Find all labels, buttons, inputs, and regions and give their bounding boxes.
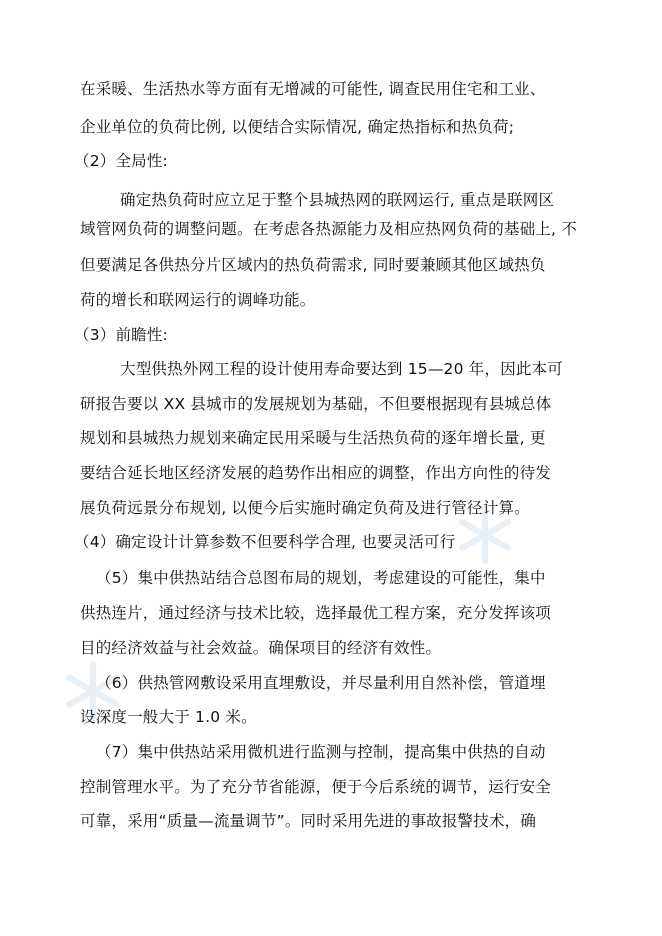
text-line: 在采暖、生活热水等方面有无增减的可能性, 调查民用住宅和工业、 xyxy=(80,80,546,98)
text-line: （6）供热管网敷设采用直埋敷设，并尽量利用自然补偿，管道埋 xyxy=(96,674,546,692)
text-line: （3）前瞻性: xyxy=(74,326,168,344)
text-line: （7）集中供热站采用微机进行监测与控制，提高集中供热的自动 xyxy=(96,743,546,761)
text-line: 供热连片，通过经济与技术比较，选择最优工程方案，充分发挥该项 xyxy=(80,604,552,622)
text-line: （4）确定设计计算参数不但要科学合理, 也要灵活可行 xyxy=(74,533,456,551)
text-line: 控制管理水平。为了充分节省能源，便于今后系统的调节，运行安全 xyxy=(80,778,552,796)
text-line: 但要满足各供热分片区域内的热负荷需求, 同时要兼顾其他区域热负 xyxy=(80,256,546,274)
text-line: 确定热负荷时应立足于整个县城热网的联网运行, 重点是联网区 xyxy=(120,191,555,209)
text-line: 目的经济效益与社会效益。确保项目的经济有效性。 xyxy=(80,639,442,657)
text-line: 域管网负荷的调整问题。在考虑各热源能力及相应热网负荷的基础上, 不 xyxy=(80,220,577,238)
text-line: 研报告要以 XX 县城市的发展规划为基础，不但要根据现有县城总体 xyxy=(80,395,552,413)
text-line: 荷的增长和联网运行的调峰功能。 xyxy=(80,291,316,309)
text-line: 规划和县城热力规划来确定民用采暖与生活热负荷的逐年增长量, 更 xyxy=(80,429,546,447)
text-line: 展负荷远景分布规划, 以便今后实施时确定负荷及进行管径计算。 xyxy=(80,499,530,517)
text-line: 设深度一般大于 1.0 米。 xyxy=(80,708,257,726)
text-line: 大型供热外网工程的设计使用寿命要达到 15—20 年，因此本可 xyxy=(120,360,564,378)
text-line: 要结合延长地区经济发展的趋势作出相应的调整，作出方向性的待发 xyxy=(80,464,552,482)
text-line: （2）全局性: xyxy=(74,152,168,170)
text-line: 可靠，采用“质量—流量调节”。同时采用先进的事故报警技术，确 xyxy=(80,812,537,830)
text-line: 企业单位的负荷比例, 以便结合实际情况, 确定热指标和热负荷; xyxy=(80,118,515,136)
text-line: （5）集中供热站结合总图布局的规划，考虑建设的可能性，集中 xyxy=(96,569,546,587)
